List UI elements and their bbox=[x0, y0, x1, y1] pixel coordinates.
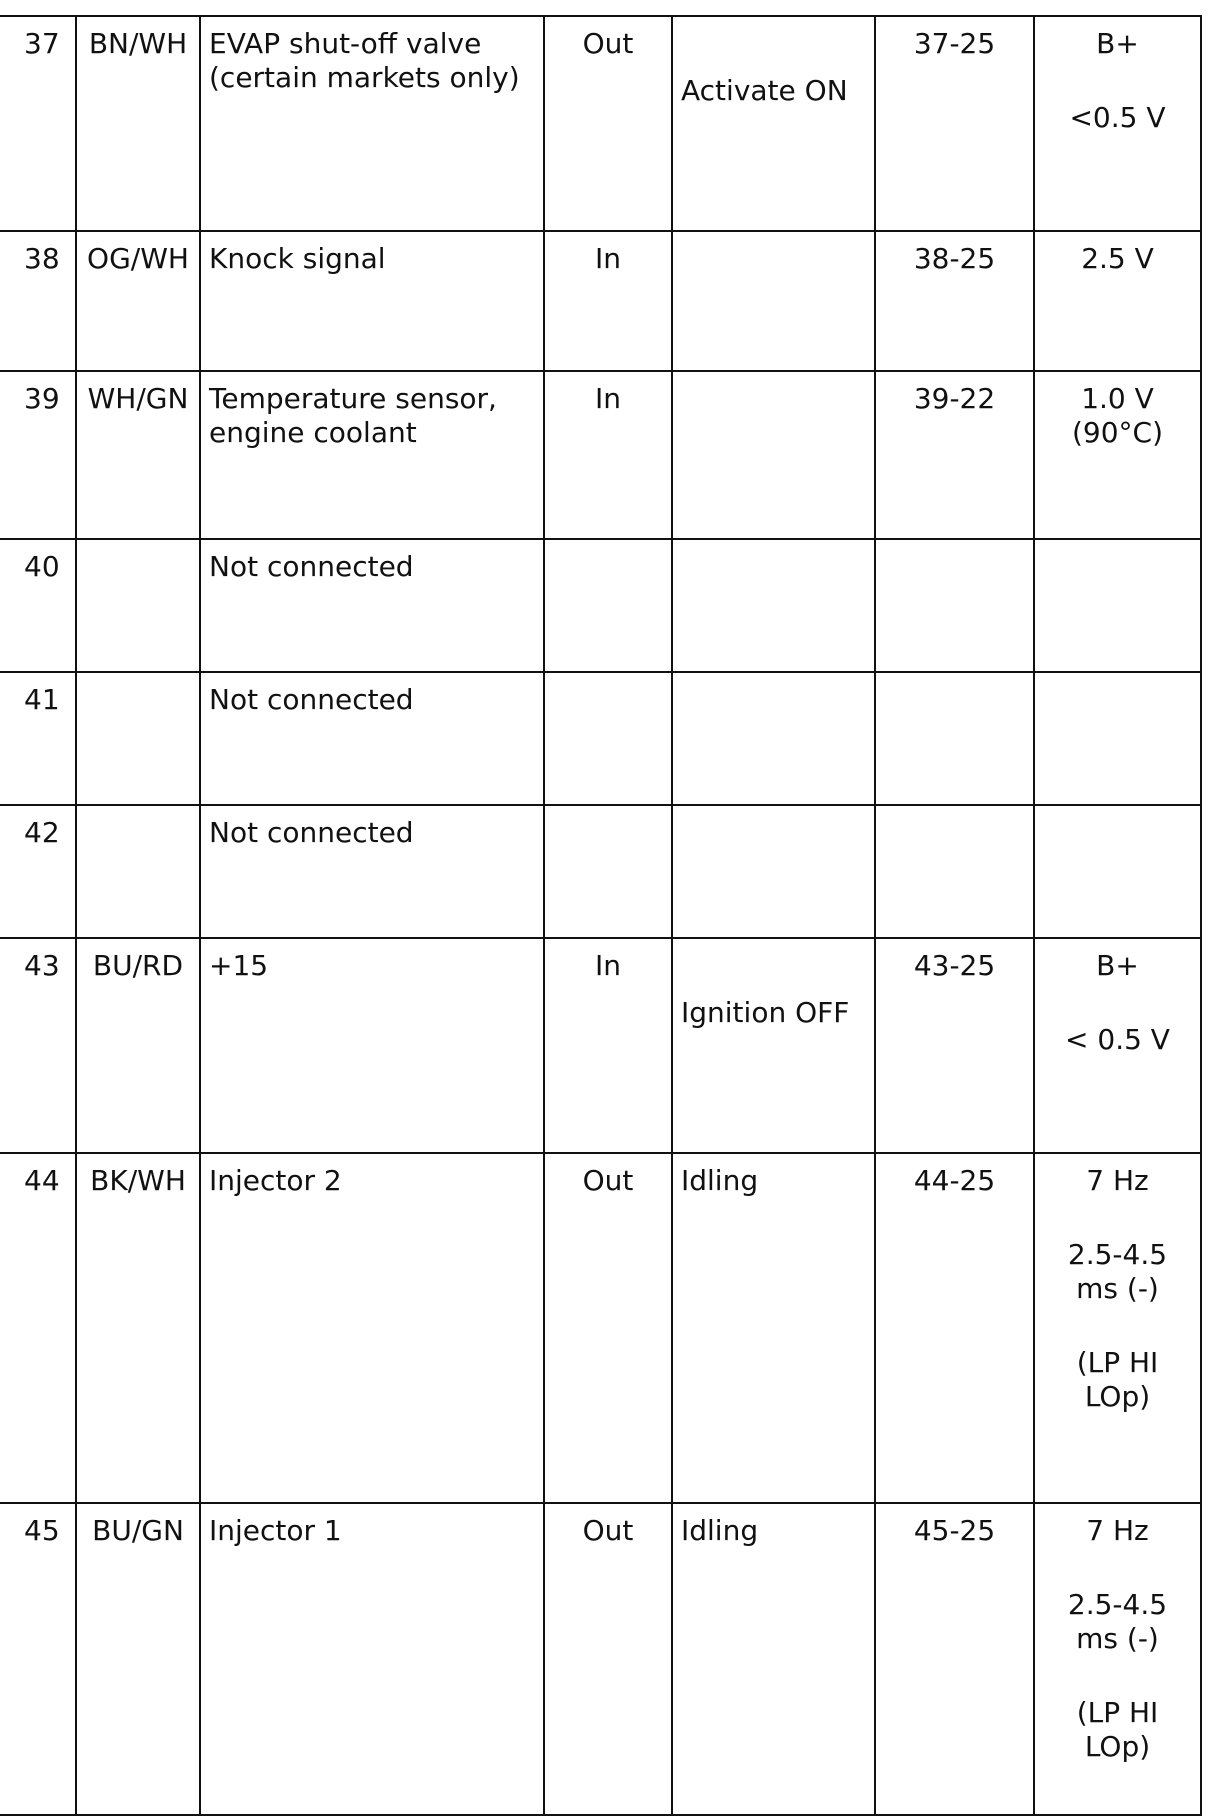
measuring-points-cell bbox=[875, 805, 1034, 938]
condition-cell bbox=[672, 805, 875, 938]
description-cell bbox=[200, 938, 544, 1153]
description-cell bbox=[200, 672, 544, 805]
nominal-value-line: 7 Hz bbox=[1086, 1514, 1149, 1547]
condition-cell bbox=[672, 16, 875, 231]
measuring-points: 43-25 bbox=[913, 949, 996, 982]
measuring-points: 39-22 bbox=[913, 382, 996, 415]
condition: Idling bbox=[681, 1164, 759, 1197]
wire-color: BU/GN bbox=[92, 1514, 184, 1547]
table-row bbox=[0, 16, 1201, 231]
nominal-value-line: B+ bbox=[1096, 27, 1139, 60]
table-row bbox=[0, 672, 1201, 805]
direction-cell bbox=[544, 231, 672, 371]
nominal-value-line: (LP HI bbox=[1076, 1696, 1159, 1729]
measuring-points-cell bbox=[875, 231, 1034, 371]
description-line: engine coolant bbox=[209, 416, 417, 449]
table-row bbox=[0, 539, 1201, 672]
nominal-value-cell bbox=[1034, 1153, 1201, 1503]
measuring-points-cell bbox=[875, 1503, 1034, 1815]
pin-number-cell bbox=[0, 1153, 76, 1503]
wire-color: WH/GN bbox=[87, 382, 189, 415]
measuring-points-cell bbox=[875, 539, 1034, 672]
nominal-value-line: (LP HI bbox=[1076, 1346, 1159, 1379]
direction: In bbox=[594, 949, 621, 982]
direction-cell bbox=[544, 938, 672, 1153]
nominal-value-cell bbox=[1034, 1503, 1201, 1815]
wire-color-cell bbox=[76, 371, 200, 539]
direction: Out bbox=[582, 27, 634, 60]
direction: Out bbox=[582, 1514, 634, 1547]
measuring-points-cell bbox=[875, 1153, 1034, 1503]
wire-color-cell bbox=[76, 805, 200, 938]
nominal-value-line: < 0.5 V bbox=[1065, 1023, 1170, 1056]
nominal-value-line: LOp) bbox=[1084, 1380, 1151, 1413]
condition-cell bbox=[672, 1153, 875, 1503]
pin-number-cell bbox=[0, 805, 76, 938]
pin-number: 39 bbox=[24, 382, 60, 415]
description-line: Knock signal bbox=[209, 242, 386, 275]
direction: In bbox=[594, 382, 621, 415]
direction: Out bbox=[582, 1164, 634, 1197]
measuring-points-cell bbox=[875, 938, 1034, 1153]
nominal-value-cell bbox=[1034, 672, 1201, 805]
table-row bbox=[0, 1503, 1201, 1815]
nominal-value-line: LOp) bbox=[1084, 1730, 1151, 1763]
condition-cell bbox=[672, 371, 875, 539]
pin-number: 45 bbox=[24, 1514, 60, 1547]
description-line: +15 bbox=[209, 949, 269, 982]
description-line: Injector 1 bbox=[209, 1514, 342, 1547]
description-line: (certain markets only) bbox=[209, 61, 520, 94]
direction-cell bbox=[544, 371, 672, 539]
direction-cell bbox=[544, 16, 672, 231]
pin-number: 40 bbox=[24, 550, 60, 583]
wire-color-cell bbox=[76, 16, 200, 231]
nominal-value-line: ms (-) bbox=[1076, 1272, 1159, 1305]
description-line: EVAP shut-off valve bbox=[209, 27, 482, 60]
measuring-points: 45-25 bbox=[913, 1514, 996, 1547]
wire-color-cell bbox=[76, 672, 200, 805]
wire-color: BN/WH bbox=[88, 27, 188, 60]
pin-number-cell bbox=[0, 1503, 76, 1815]
pin-number-cell bbox=[0, 539, 76, 672]
nominal-value-cell bbox=[1034, 938, 1201, 1153]
condition-cell bbox=[672, 231, 875, 371]
description-cell bbox=[200, 16, 544, 231]
condition: Idling bbox=[681, 1514, 759, 1547]
condition: Ignition OFF bbox=[681, 996, 850, 1029]
table-row bbox=[0, 371, 1201, 539]
description-cell bbox=[200, 539, 544, 672]
nominal-value-line: ms (-) bbox=[1076, 1622, 1159, 1655]
direction-cell bbox=[544, 539, 672, 672]
pin-number: 42 bbox=[24, 816, 60, 849]
condition: Activate ON bbox=[681, 74, 848, 107]
pin-number-cell bbox=[0, 672, 76, 805]
description-line: Not connected bbox=[209, 816, 414, 849]
wire-color-cell bbox=[76, 539, 200, 672]
description-line: Not connected bbox=[209, 683, 414, 716]
nominal-value-cell bbox=[1034, 231, 1201, 371]
description-cell bbox=[200, 1503, 544, 1815]
pin-assignment-table bbox=[0, 15, 1202, 1816]
nominal-value-line: 1.0 V bbox=[1081, 382, 1154, 415]
pin-number-cell bbox=[0, 371, 76, 539]
pin-number: 38 bbox=[24, 242, 60, 275]
pin-number-cell bbox=[0, 938, 76, 1153]
wire-color-cell bbox=[76, 1503, 200, 1815]
condition-cell bbox=[672, 672, 875, 805]
nominal-value-cell bbox=[1034, 805, 1201, 938]
condition-cell bbox=[672, 1503, 875, 1815]
wire-color: OG/WH bbox=[87, 242, 189, 275]
nominal-value-line: B+ bbox=[1096, 949, 1139, 982]
pin-number-cell bbox=[0, 16, 76, 231]
description-line: Not connected bbox=[209, 550, 414, 583]
pin-number: 44 bbox=[24, 1164, 60, 1197]
nominal-value-line: 2.5 V bbox=[1081, 242, 1154, 275]
wire-color-cell bbox=[76, 1153, 200, 1503]
direction-cell bbox=[544, 1503, 672, 1815]
wire-color-cell bbox=[76, 938, 200, 1153]
description-cell bbox=[200, 1153, 544, 1503]
nominal-value-cell bbox=[1034, 539, 1201, 672]
measuring-points-cell bbox=[875, 672, 1034, 805]
pin-number: 41 bbox=[24, 683, 60, 716]
measuring-points: 44-25 bbox=[913, 1164, 996, 1197]
direction-cell bbox=[544, 1153, 672, 1503]
direction: In bbox=[594, 242, 621, 275]
condition-cell bbox=[672, 938, 875, 1153]
description-line: Temperature sensor, bbox=[209, 382, 497, 415]
description-cell bbox=[200, 805, 544, 938]
description-cell bbox=[200, 371, 544, 539]
description-line: Injector 2 bbox=[209, 1164, 342, 1197]
measuring-points: 38-25 bbox=[913, 242, 996, 275]
table-row bbox=[0, 1153, 1201, 1503]
pin-number-cell bbox=[0, 231, 76, 371]
measuring-points-cell bbox=[875, 371, 1034, 539]
table-row bbox=[0, 231, 1201, 371]
wire-color-cell bbox=[76, 231, 200, 371]
measuring-points: 37-25 bbox=[913, 27, 996, 60]
nominal-value-line: <0.5 V bbox=[1069, 101, 1166, 134]
pin-number: 37 bbox=[24, 27, 60, 60]
nominal-value-line: 2.5-4.5 bbox=[1067, 1238, 1168, 1271]
nominal-value-cell bbox=[1034, 16, 1201, 231]
nominal-value-line: 7 Hz bbox=[1086, 1164, 1149, 1197]
wire-color: BK/WH bbox=[90, 1164, 186, 1197]
nominal-value-line: 2.5-4.5 bbox=[1067, 1588, 1168, 1621]
table-row bbox=[0, 938, 1201, 1153]
nominal-value-line: (90°C) bbox=[1071, 416, 1164, 449]
direction-cell bbox=[544, 805, 672, 938]
direction-cell bbox=[544, 672, 672, 805]
condition-cell bbox=[672, 539, 875, 672]
wire-color: BU/RD bbox=[92, 949, 184, 982]
measuring-points-cell bbox=[875, 16, 1034, 231]
pin-number: 43 bbox=[24, 949, 60, 982]
description-cell bbox=[200, 231, 544, 371]
nominal-value-cell bbox=[1034, 371, 1201, 539]
table-row bbox=[0, 805, 1201, 938]
table-body bbox=[0, 16, 1201, 1815]
